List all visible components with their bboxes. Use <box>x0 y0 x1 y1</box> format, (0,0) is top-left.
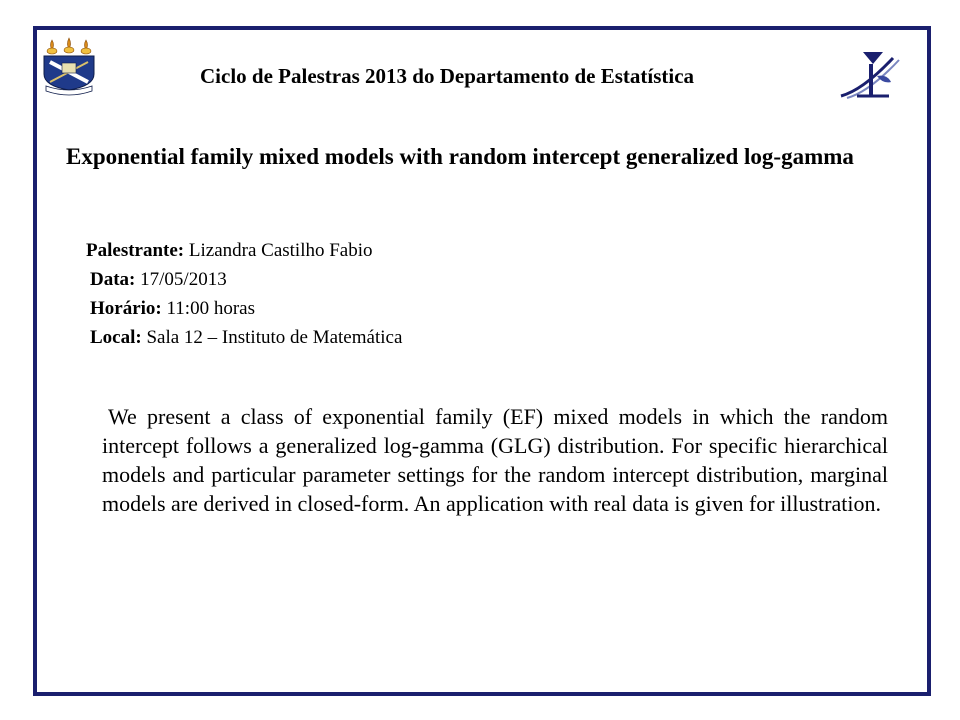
page-header-title: Ciclo de Palestras 2013 do Departamento de Estatística <box>200 64 695 88</box>
date-label: Data: <box>90 269 136 290</box>
university-crest-icon <box>40 36 98 96</box>
abstract-text: We present a class of exponential family (EF) mixed models in which the random intercept follows a generalized log-gamma (GLG) distribution. For specific hierarchical models and particular parameter settings for the random intercept distribution, marginal models are derived in closed-form. An application with real data is given for illustration. <box>102 404 888 516</box>
place-label: Local: <box>90 327 142 348</box>
abstract-block <box>102 402 888 518</box>
place-value: Sala 12 – Instituto de Matemática <box>146 327 403 348</box>
slide-border <box>33 26 931 696</box>
date-line <box>90 269 227 291</box>
speaker-label: Palestrante: <box>86 240 185 261</box>
place-line <box>90 327 402 349</box>
talk-title: Exponential family mixed models with random intercept generalized log-gamma <box>66 144 854 169</box>
time-value: 11:00 horas <box>166 298 255 319</box>
time-line <box>90 298 255 320</box>
date-value: 17/05/2013 <box>140 269 227 290</box>
speaker-line <box>86 240 373 262</box>
time-label: Horário: <box>90 298 162 319</box>
department-logo-icon <box>833 46 909 102</box>
speaker-name: Lizandra Castilho Fabio <box>188 240 373 261</box>
